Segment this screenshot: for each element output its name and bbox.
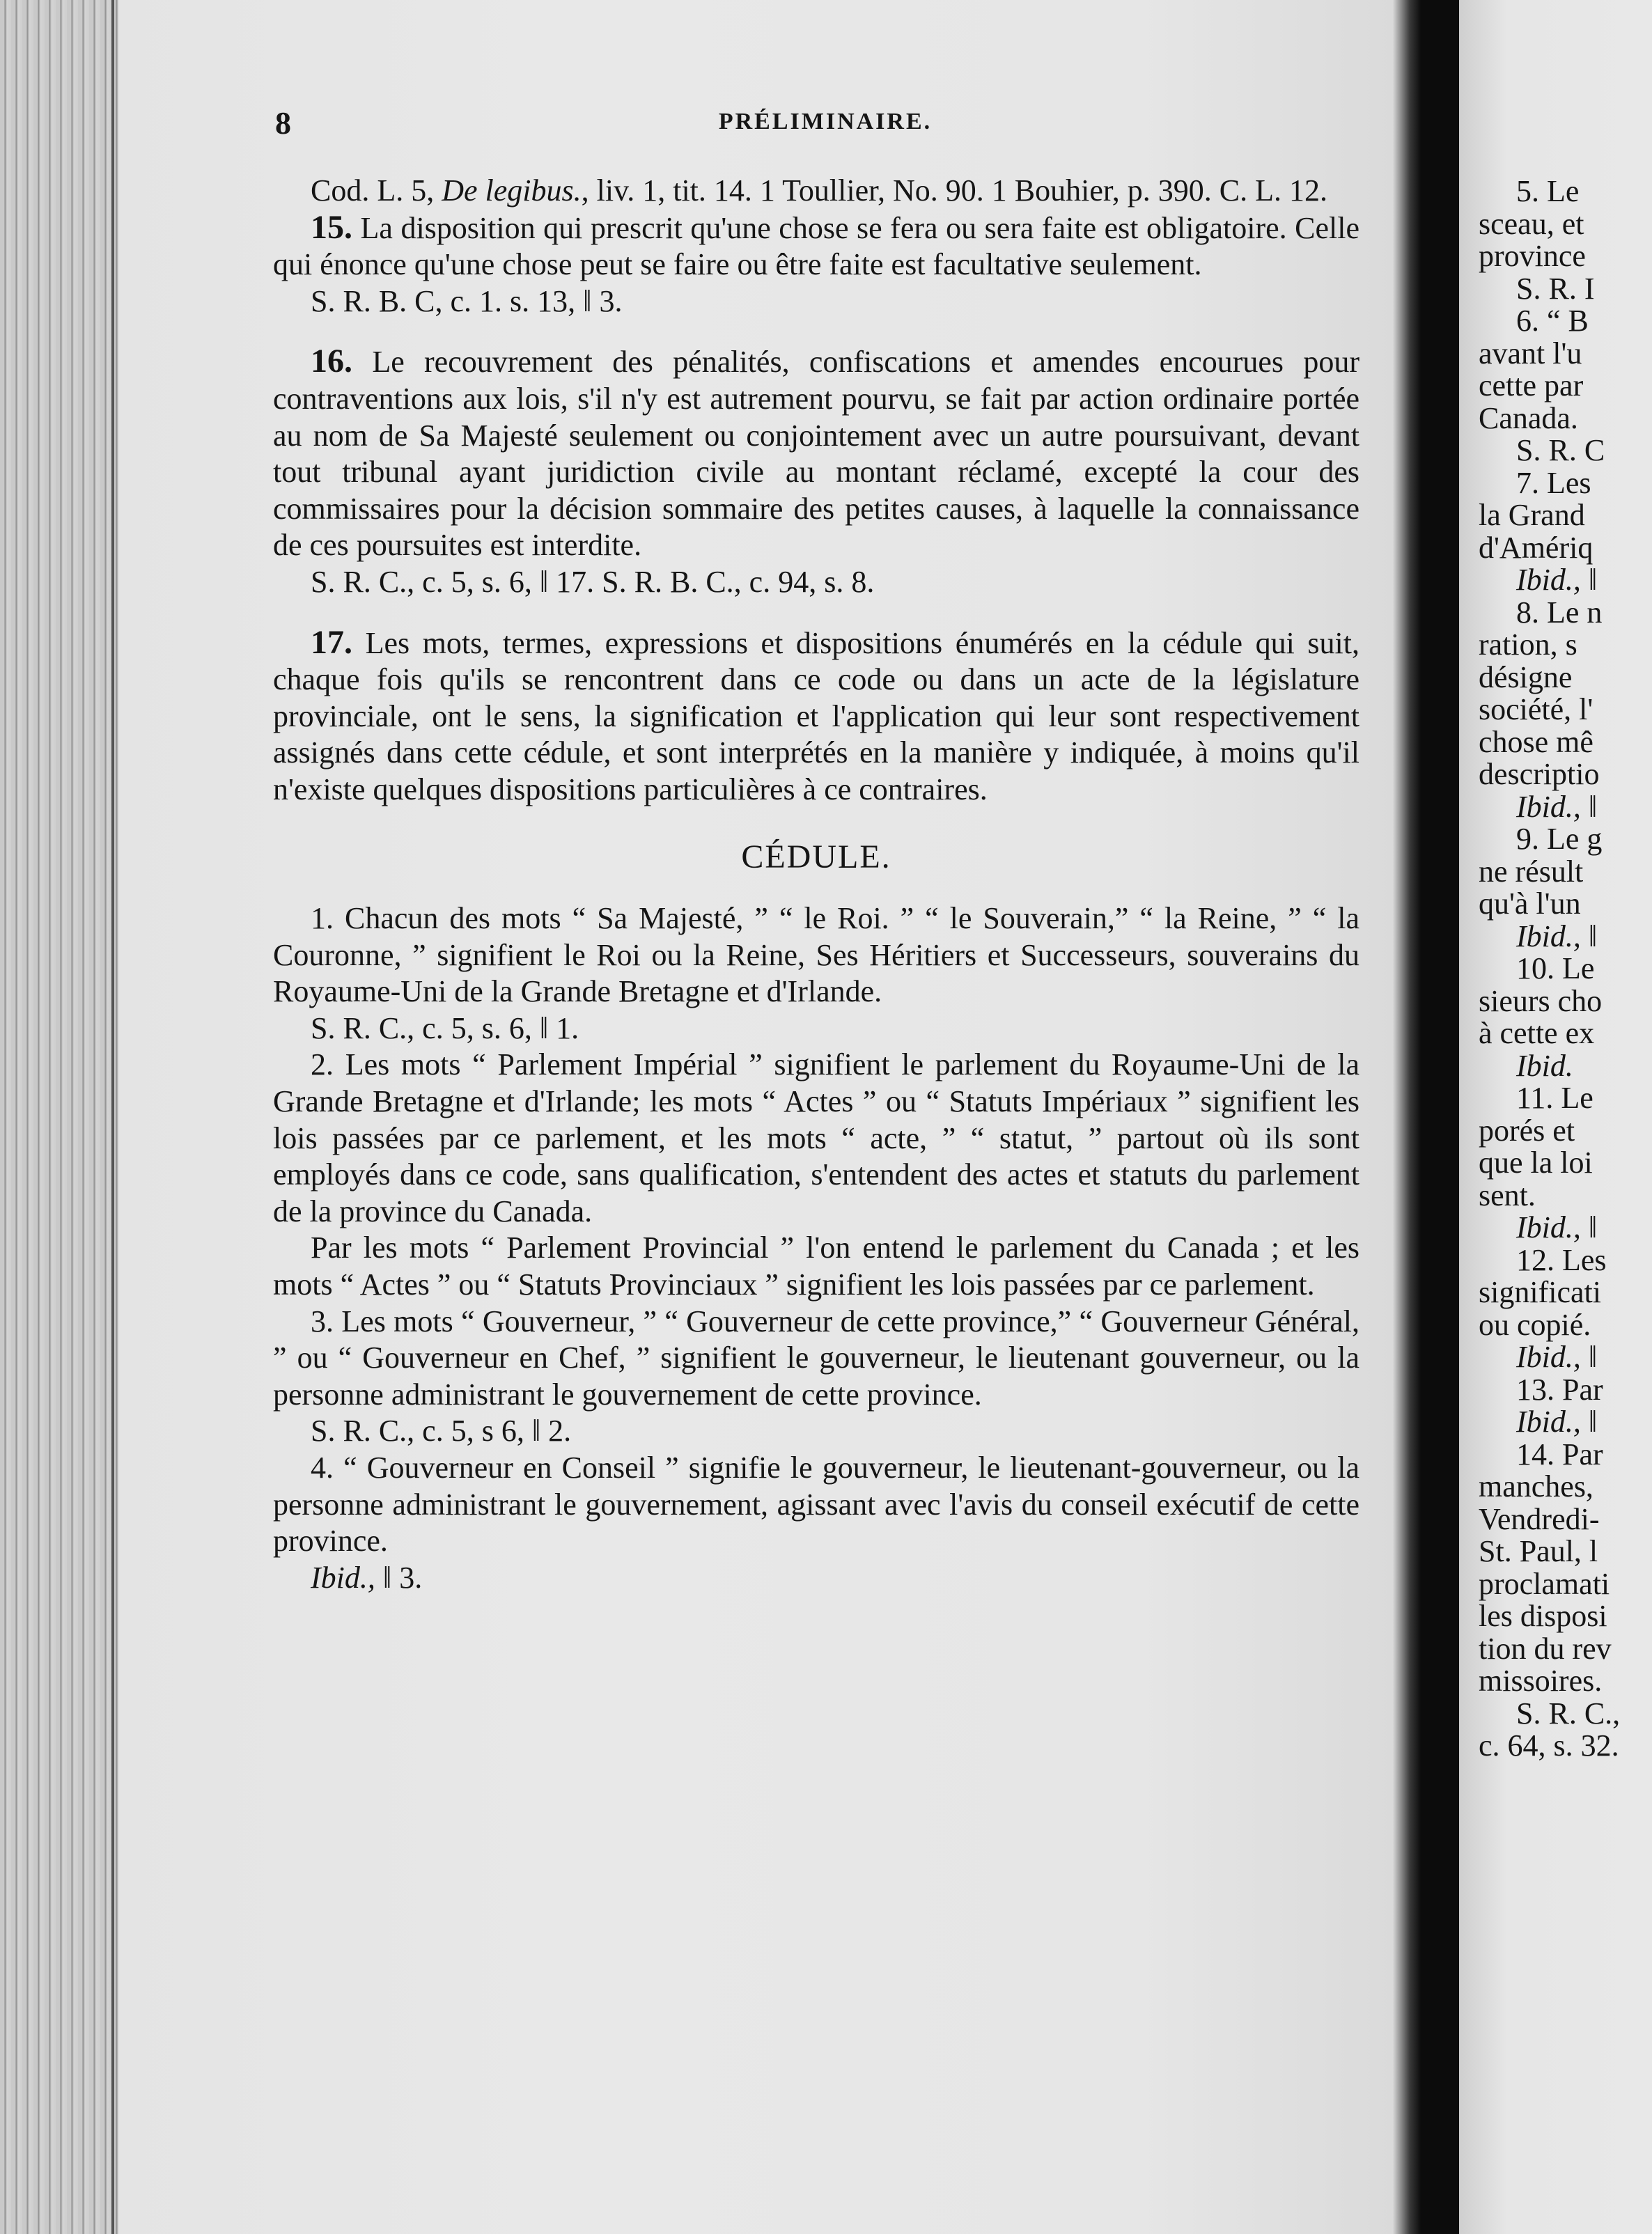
right-page-line: que la loi [1479,1146,1593,1180]
page-number: 8 [275,105,291,141]
right-page-line: chose mê [1479,724,1593,759]
schedule-item-1 [273,900,1359,1010]
right-page-line: Ibid., ‖ [1516,789,1598,824]
right-page-line: à cette ex [1479,1016,1595,1050]
paragraph-citation [273,173,1359,210]
right-page-line: les disposi [1479,1599,1607,1633]
right-page-line: significati [1479,1275,1601,1309]
schedule-item-2 [273,1047,1359,1230]
italic-term: Ibid., [311,1560,375,1595]
right-page-line: ou copié. [1479,1307,1591,1342]
right-page-line: 7. Les [1516,465,1591,500]
right-page-line: missoires. [1479,1664,1603,1698]
page-header [275,104,1376,146]
schedule-item-4 [273,1450,1359,1560]
right-page-line: sceau, et [1479,206,1584,241]
schedule-item-3 [273,1304,1359,1414]
citation-text: S. R. C., c. 5, s. 6, ‖ 1. [311,1010,579,1045]
article-16 [273,343,1359,564]
article-text: Le recouvrement des pénalités, confiscations et amendes encourues pour contraventions aux lois, s'il n'y est autrement pourvu, se fait par action ordinaire portée au nom de Sa Majesté seulement ou conjointement avec un autre poursuivant, devant tout tribunal ayant juridiction civile au montant réclamé, excepté la cour des commissaires pour la décision sommaire des petites causes, à laquelle la connaissance de ces poursuites est interdite. [273,345,1359,563]
right-page-text [1479,175,1652,1763]
right-page-line: S. R. I [1516,271,1595,306]
right-page-line: avant l'u [1479,336,1582,370]
right-page-line: 13. Par [1516,1372,1603,1407]
right-page-line: 5. Le [1516,174,1580,208]
right-page-line: sent. [1479,1178,1536,1212]
article-17 [273,625,1359,809]
body-text [273,173,1359,1596]
citation [273,564,1359,601]
right-page-line: descriptio [1479,757,1600,791]
page-gutter [1393,0,1421,2234]
citation-text: S. R. C., c. 5, s 6, ‖ 2. [311,1414,572,1448]
citation-text: S. R. B. C, c. 1. s. 13, ‖ 3. [311,283,623,318]
right-page-line: la Grand [1479,498,1585,532]
italic-term: De legibus. [442,173,582,208]
right-page-line: qu'à l'un [1479,886,1581,921]
citation [273,283,1359,320]
citation [273,1010,1359,1047]
right-page-line: S. R. C., [1516,1696,1621,1731]
right-page-line: Ibid. [1516,1048,1573,1083]
right-page-line: proclamati [1479,1566,1610,1601]
page-edges [0,0,118,2234]
page-separator [1421,0,1463,2234]
citation [273,1560,1359,1597]
article-number: 15. [311,208,352,246]
item-text: Par les mots “ Parlement Provincial ” l'on entend le parlement du Canada ; et les mots “ Actes ” ou “ Statuts Provinciaux ” signifient les lois passées par ce parlement. [273,1231,1359,1302]
item-text: 4. “ Gouverneur en Conseil ” signifie le gouverneur, le lieutenant-gouverneur, ou la personne administrant le gouvernement, agissant avec l'avis du conseil exécutif de cette province. [273,1451,1359,1559]
citation-text: ‖ 3. [382,1560,423,1595]
article-15 [273,210,1359,283]
article-text: Les mots, termes, expressions et dispositions énumérés en la cédule qui suit, chaque fois qu'ils se rencontrent dans ce code ou dans un acte de la législature provinciale, ont le sens, la signification et l'application qui leur sont respectivement assignés dans cette cédule, et sont interprétés en la manière y indiquée, à moins qu'il n'existe quelques dispositions particulières à ce contraires. [273,625,1359,806]
right-page-line: Ibid., ‖ [1516,1210,1598,1244]
right-page-line: 11. Le [1516,1081,1593,1115]
section-heading: CÉDULE. [741,838,891,875]
running-title: PRÉLIMINAIRE. [718,109,933,134]
right-page-line: 12. Les [1516,1242,1607,1277]
article-text: La disposition qui prescrit qu'une chose se fera ou sera faite est obligatoire. Celle qui énonce qu'une chose peut se faire ou être faite est facultative seulement. [273,210,1360,282]
right-page-line: c. 64, s. 32. [1479,1728,1619,1763]
citation-text: S. R. C., c. 5, s. 6, ‖ 17. S. R. B. C., c. 94, s. 8. [311,564,875,599]
right-page-line: Ibid., ‖ [1516,563,1598,597]
paragraph-text: Cod. L. 5, [311,173,442,208]
right-page-line: société, l' [1479,692,1593,726]
right-page-line: St. Paul, l [1479,1534,1598,1568]
right-page-line: Ibid., ‖ [1516,1405,1598,1439]
right-page-line: sieurs cho [1479,983,1603,1018]
right-page-line: Ibid., ‖ [1516,919,1598,953]
right-page-line: manches, [1479,1469,1593,1503]
right-page-line: d'Amériq [1479,530,1593,565]
page-edge-line [111,0,114,2234]
item-text: 1. Chacun des mots “ Sa Majesté, ” “ le Roi. ” “ le Souverain,” “ la Reine, ” “ la Couronne, ” signifient le Roi ou la Reine, Ses Héritiers et Successeurs, souverains du Royaume-Uni de la Grande Bretagne et d'Irlande. [273,901,1359,1009]
right-page-line: désigne [1479,659,1573,694]
article-number: 16. [311,343,352,380]
right-page-line: 6. “ B [1516,304,1589,338]
right-page-line: 10. Le [1516,951,1595,985]
item-text: 3. Les mots “ Gouverneur, ” “ Gouverneur de cette province,” “ Gouverneur Général, ” ou “ Gouverneur en Chef, ” signifient le gouverneur, le lieutenant gouverneur, ou la personne administrant le gouvernement de cette province. [273,1304,1359,1412]
schedule-item-2-continued [273,1230,1359,1303]
right-page-line: Ibid., ‖ [1516,1340,1598,1374]
right-page-line: 14. Par [1516,1437,1603,1471]
right-page-line: S. R. C [1516,433,1605,467]
article-number: 17. [311,623,352,661]
right-page-line: porés et [1479,1113,1575,1148]
item-text: 2. Les mots “ Parlement Impérial ” signifient le parlement du Royaume-Uni de la Grande Bretagne et d'Irlande; les mots “ Actes ” ou “ Statuts Impériaux ” signifient les lois passées par ce parlement, et les mots “ acte, ” “ statut, ” partout où ils sont employés dans ce code, sans qualification, s'entendent des actes et statuts du parlement de la province du Canada. [273,1047,1359,1228]
right-page-line: 9. Le g [1516,822,1603,856]
right-page-line: tion du rev [1479,1631,1612,1666]
right-page-line: Vendredi- [1479,1501,1600,1536]
right-page-line: ne résult [1479,854,1584,889]
paragraph-text: , liv. 1, tit. 14. 1 Toullier, No. 90. 1 Bouhier, p. 390. C. L. 12. [581,173,1328,208]
right-page-line: cette par [1479,368,1584,403]
citation [273,1413,1359,1450]
right-page-line: ration, s [1479,627,1577,662]
right-page [1459,0,1652,2234]
right-page-line: 8. Le n [1516,595,1603,630]
right-page-line: Canada. [1479,400,1578,435]
right-page-line: province [1479,239,1586,273]
